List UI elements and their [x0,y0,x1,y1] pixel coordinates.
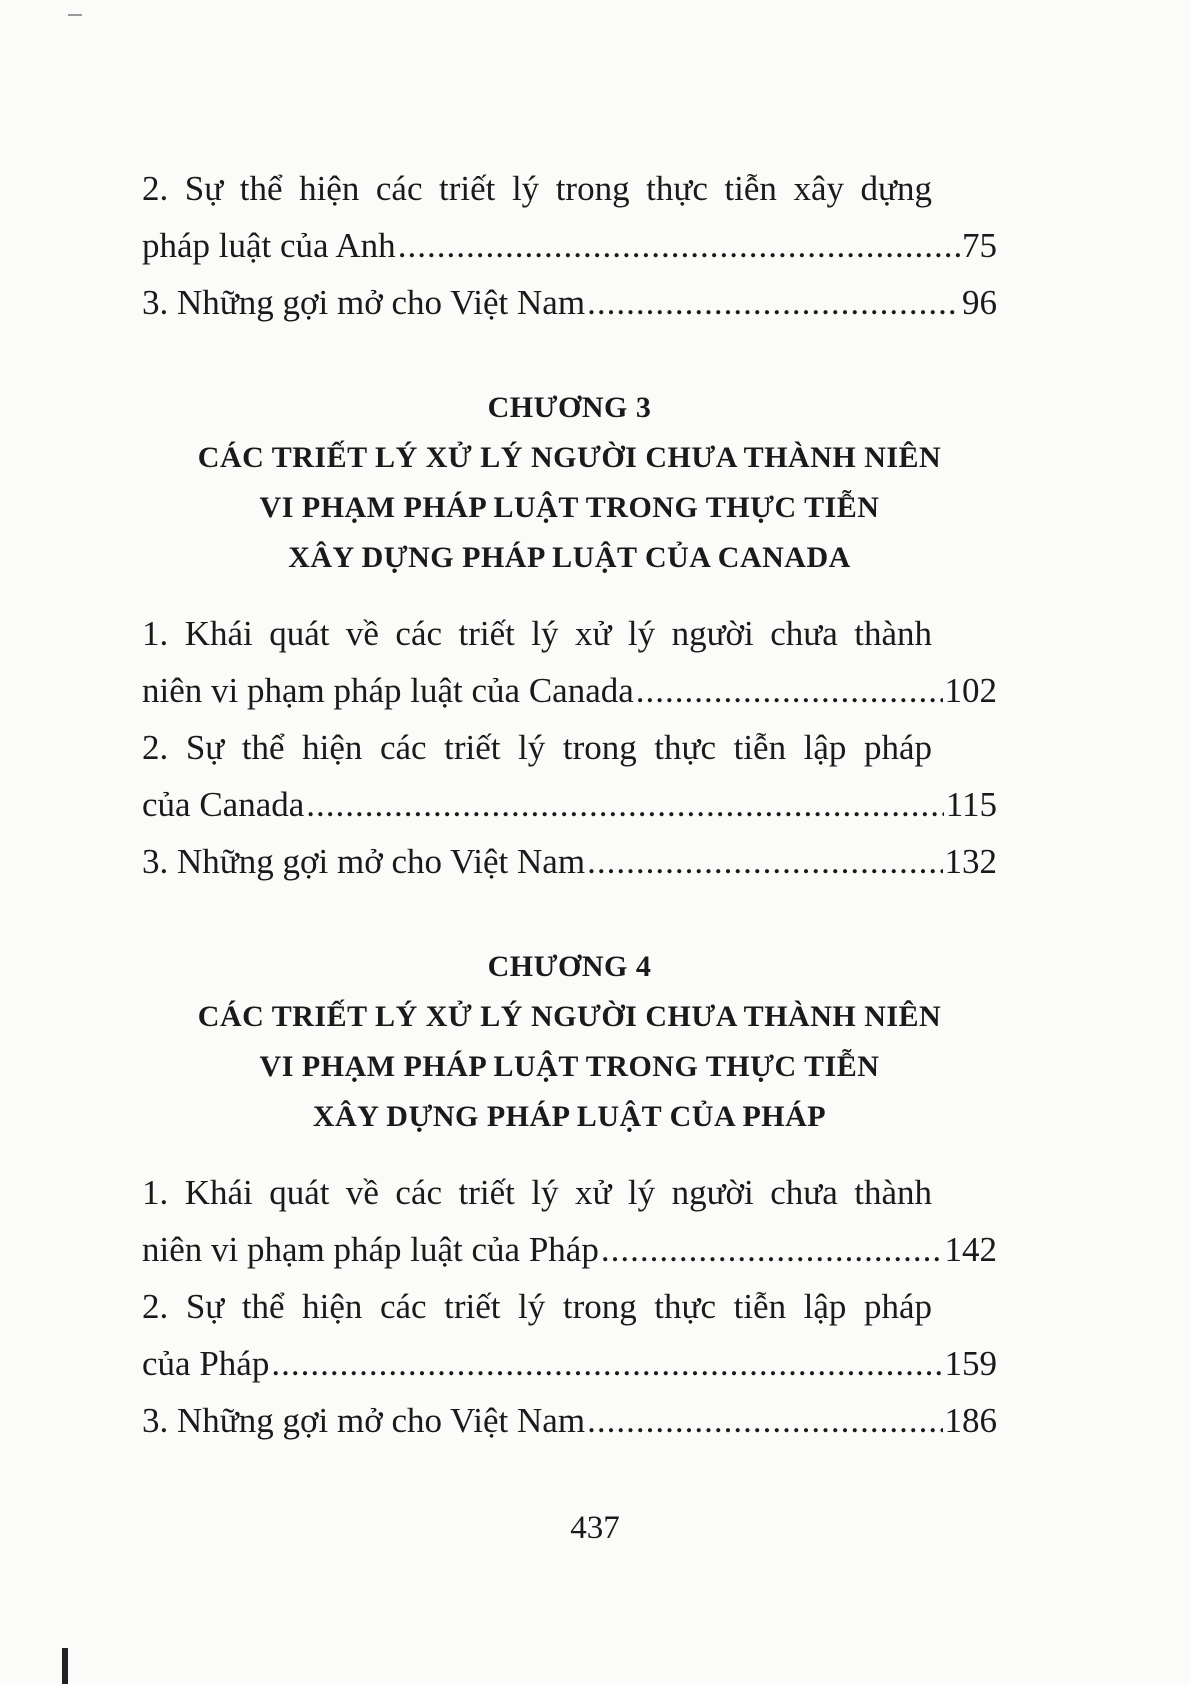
toc-entry [142,833,997,890]
dot-leader [587,833,942,890]
toc-page-number: 159 [944,1344,997,1383]
chapter-title-line: VI PHẠM PHÁP LUẬT TRONG THỰC TIỄN [259,1050,880,1083]
toc-page-number: 142 [944,1230,997,1269]
toc-entry-title: 2. Sự thể hiện các triết lý trong thực tiễn lập pháp [142,728,932,767]
toc-entry-title: 3. Những gợi mở cho Việt Nam [142,842,586,881]
toc-entry-title: 3. Những gợi mở cho Việt Nam [142,283,586,322]
dot-leader [306,776,944,833]
dot-leader [271,1335,942,1392]
toc-entry-title-cont: niên vi phạm pháp luật của Pháp [142,1230,599,1269]
chapter-title-line: VI PHẠM PHÁP LUẬT TRONG THỰC TIỄN [259,491,880,524]
toc-page-number: 96 [962,283,997,322]
toc-entry-title-cont: pháp luật của Anh [142,226,396,265]
dot-leader [587,274,960,331]
toc-entry [142,160,997,274]
toc-entry [142,274,997,331]
scan-edge-mark [62,1648,68,1684]
toc-entry-title-cont: của Pháp [142,1344,270,1383]
toc-entry [142,1278,997,1392]
chapter-title-line: XÂY DỰNG PHÁP LUẬT CỦA CANADA [288,541,851,574]
toc-entry-title-cont: niên vi phạm pháp luật của Canada [142,671,634,710]
toc-entry [142,1164,997,1278]
toc-entry-title: 1. Khái quát về các triết lý xử lý người chưa thành [142,1173,932,1212]
chapter-label: CHƯƠNG 3 [487,391,652,424]
chapter-title-line: XÂY DỰNG PHÁP LUẬT CỦA PHÁP [312,1100,827,1133]
toc-entry-title: 2. Sự thể hiện các triết lý trong thực tiễn xây dựng [142,169,932,208]
table-of-contents [142,160,997,1449]
toc-entry-title-cont: của Canada [142,785,305,824]
toc-page-number: 102 [944,671,997,710]
dot-leader [398,217,960,274]
chapter-title-line: CÁC TRIẾT LÝ XỬ LÝ NGƯỜI CHƯA THÀNH NIÊN [197,441,942,474]
toc-page-number: 186 [944,1401,997,1440]
scan-mark [68,14,82,16]
dot-leader [636,662,943,719]
toc-entry-title: 1. Khái quát về các triết lý xử lý người chưa thành [142,614,932,653]
toc-entry [142,605,997,719]
dot-leader [587,1392,942,1449]
toc-entry [142,1392,997,1449]
toc-page-number: 75 [962,226,997,265]
chapter-heading [142,383,997,583]
chapter-title-line: CÁC TRIẾT LÝ XỬ LÝ NGƯỜI CHƯA THÀNH NIÊN [197,1000,942,1033]
chapter-label: CHƯƠNG 4 [487,950,652,983]
chapter-heading [142,942,997,1142]
toc-entry-title: 3. Những gợi mở cho Việt Nam [142,1401,586,1440]
dot-leader [601,1221,943,1278]
toc-page-number: 115 [945,785,997,824]
toc-entry [142,719,997,833]
toc-entry-title: 2. Sự thể hiện các triết lý trong thực tiễn lập pháp [142,1287,932,1326]
page-number: 437 [570,1510,620,1546]
toc-page-number: 132 [944,842,997,881]
